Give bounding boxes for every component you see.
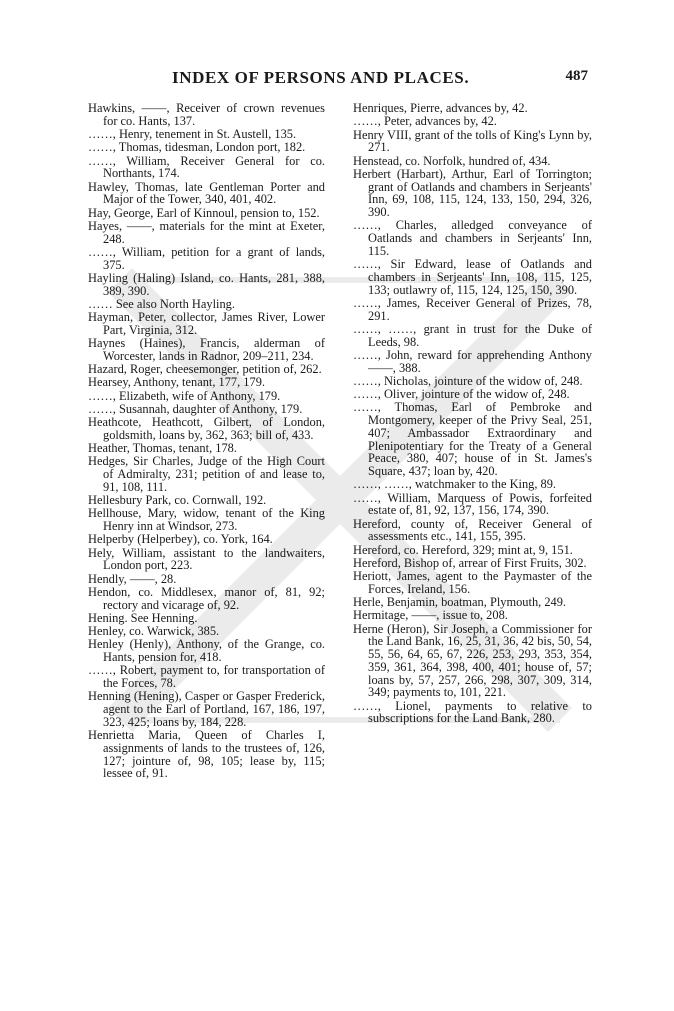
index-entry: Hely, William, assistant to the landwaiters, London port, 223. <box>88 545 325 573</box>
index-entry: Henrietta Maria, Queen of Charles I, assignments of lands to the trustees of, 126, 127; jointure of, 98, 105; lease by, 115; lessee of, 91. <box>88 728 325 781</box>
index-entry: Hellesbury Park, co. Cornwall, 192. <box>88 493 267 507</box>
index-entry: Hermitage, ——, issue to, 208. <box>353 608 508 623</box>
index-entry: Hendly, ——, 28. <box>88 571 177 586</box>
index-entry: ……, Nicholas, jointure of the widow of, 248. <box>353 373 583 388</box>
index-entry: Hellhouse, Mary, widow, tenant of the King Henry inn at Windsor, 273. <box>88 506 325 533</box>
index-entry: Henley (Henly), Anthony, of the Grange, co. Hants, pension for, 418. <box>88 637 325 664</box>
index-entry: Henning (Hening), Casper or Gasper Frederick, agent to the Earl of Portland, 167, 186, 197, 323, 425; loans by, 184, 228. <box>88 689 325 729</box>
index-entry: ……, William, Marquess of Powis, forfeited estate of, 81, 92, 137, 156, 174, 390. <box>353 490 592 518</box>
index-entry: Hereford, co. Hereford, 329; mint at, 9, 151. <box>353 542 573 557</box>
index-entry: Henley, co. Warwick, 385. <box>88 624 220 638</box>
index-entry: ……, Robert, payment to, for transportation of the Forces, 78. <box>88 663 325 690</box>
index-entry: Hereford, county of, Receiver General of assessments etc., 141, 155, 395. <box>353 516 592 544</box>
page-number: 487 <box>565 68 588 84</box>
index-entry: Herbert (Harbart), Arthur, Earl of Torrington; grant of Oatlands and chambers in Serjeants' Inn, 69, 108, 115, 124, 133, 150, 294, 326, 390. <box>353 166 592 219</box>
index-entry: Herne (Heron), Sir Joseph, a Commissioner for the Land Bank, 16, 25, 31, 36, 42 bis, 50, 54, 55, 56, 64, 65, 67, 226, 253, 293, 353, 354, 359, 361, 364, 398, 400, 401; house of, 57; loans by, 57, 257, 266, 298, 307, 309, 314, 349; payments to, 101, 221. <box>353 621 592 700</box>
index-entry: …… See also North Hayling. <box>88 296 235 311</box>
index-entry: Hawley, Thomas, late Gentleman Porter and Major of the Tower, 340, 401, 402. <box>88 179 325 207</box>
index-entry: ……, James, Receiver General of Prizes, 78, 291. <box>353 295 592 323</box>
index-entry: Hendon, co. Middlesex, manor of, 81, 92; rectory and vicarage of, 92. <box>88 584 325 612</box>
index-entry: Henry VIII, grant of the tolls of King's Lynn by, 271. <box>353 127 592 155</box>
index-column-left <box>88 102 325 781</box>
index-entry: ……, Peter, advances by, 42. <box>353 114 497 129</box>
index-entry: ……, Elizabeth, wife of Anthony, 179. <box>88 388 281 403</box>
index-entry: Hening. See Henning. <box>88 610 198 625</box>
index-entry: ……, Charles, alledged conveyance of Oatlands and chambers in Serjeants' Inn, 115. <box>353 218 592 258</box>
index-entry: Henstead, co. Norfolk, hundred of, 434. <box>353 153 551 168</box>
index-entry: Hay, George, Earl of Kinnoul, pension to, 152. <box>88 205 320 220</box>
index-entry: Hearsey, Anthony, tenant, 177, 179. <box>88 375 265 390</box>
index-entry: ……, John, reward for apprehending Anthony ——, 388. <box>353 347 592 375</box>
index-entry: Hedges, Sir Charles, Judge of the High Court of Admiralty, 231; petition of and lease to, 91, 108, 111. <box>88 454 325 494</box>
index-entry: Haynes (Haines), Francis, alderman of Worcester, lands in Radnor, 209–211, 234. <box>88 336 325 363</box>
page-header <box>88 68 588 96</box>
index-entry: ……, William, petition for a grant of lands, 375. <box>88 244 325 272</box>
index-entry: Hayling (Haling) Island, co. Hants, 281, 388, 389, 390. <box>88 270 325 298</box>
index-entry: Heriott, James, agent to the Paymaster of the Forces, Ireland, 156. <box>353 569 592 596</box>
index-entry: Hereford, Bishop of, arrear of First Fruits, 302. <box>353 555 587 570</box>
index-entry: Hawkins, ——, Receiver of crown revenues for co. Hants, 137. <box>88 101 325 128</box>
index-entry: ……, ……, grant in trust for the Duke of Leeds, 98. <box>353 321 592 349</box>
page-title: INDEX OF PERSONS AND PLACES. <box>172 68 470 87</box>
index-entry: Henriques, Pierre, advances by, 42. <box>353 101 528 115</box>
index-column-right <box>353 102 592 726</box>
index-entry: Helperby (Helperbey), co. York, 164. <box>88 532 273 547</box>
index-entry: ……, Lionel, payments to relative to subscriptions for the Land Bank, 280. <box>353 698 592 726</box>
index-entry: ……, William, Receiver General for co. Northants, 174. <box>88 153 325 181</box>
index-entry: ……, Thomas, tidesman, London port, 182. <box>88 140 306 155</box>
index-entry: ……, ……, watchmaker to the King, 89. <box>353 477 557 492</box>
index-entry: ……, Sir Edward, lease of Oatlands and chambers in Serjeants' Inn, 108, 115, 125, 133; outlawry of, 115, 124, 125, 150, 390. <box>353 257 592 297</box>
index-entry: Hazard, Roger, cheesemonger, petition of, 262. <box>88 362 322 376</box>
index-entry: ……, Susannah, daughter of Anthony, 179. <box>88 401 303 416</box>
index-entry: Hayman, Peter, collector, James River, Lower Part, Virginia, 312. <box>88 310 325 337</box>
index-entry: Herle, Benjamin, boatman, Plymouth, 249. <box>353 595 567 609</box>
index-entry: ……, Thomas, Earl of Pembroke and Montgomery, keeper of the Privy Seal, 251, 407; Ambassador Extraordinary and Plenipotentiary for the Treaty of a General Peace, 380, 407; house of in St. James's Square, 437; loan by, 420. <box>353 400 592 478</box>
index-entry: Hayes, ——, materials for the mint at Exeter, 248. <box>88 218 325 246</box>
index-entry: Heather, Thomas, tenant, 178. <box>88 441 237 455</box>
index-entry: ……, Henry, tenement in St. Austell, 135. <box>88 127 297 141</box>
index-entry: Heathcote, Heathcott, Gilbert, of London, goldsmith, loans by, 362, 363; bill of, 433. <box>88 415 325 442</box>
index-entry: ……, Oliver, jointure of the widow of, 248. <box>353 387 570 401</box>
